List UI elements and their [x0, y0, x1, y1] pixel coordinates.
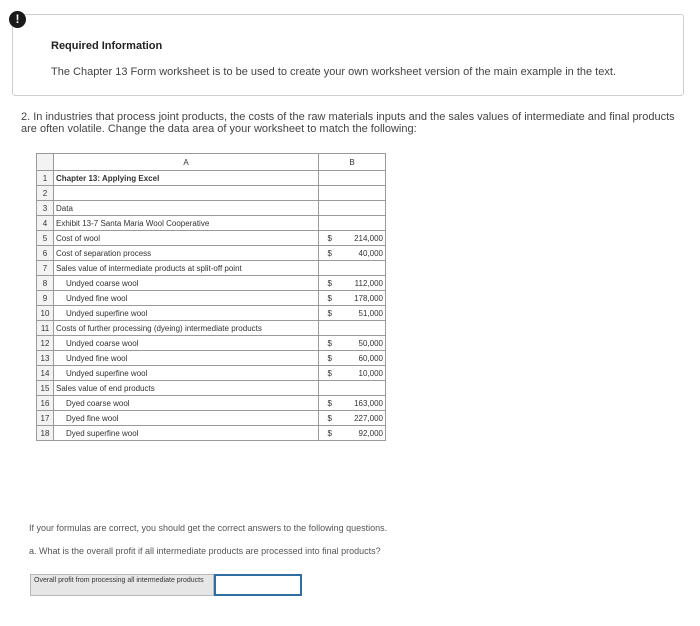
cell-label: Dyed coarse wool [54, 396, 319, 411]
sheet-row [37, 351, 386, 366]
cell-label: Cost of wool [54, 231, 319, 246]
row-number: 3 [37, 201, 54, 216]
info-body: The Chapter 13 Form worksheet is to be used to create your own worksheet version of the main example in the text. [51, 66, 616, 78]
cell-currency: $ [319, 351, 341, 366]
cell-currency: $ [319, 246, 341, 261]
cell-currency: $ [319, 411, 341, 426]
cell-label: Dyed superfine wool [54, 426, 319, 441]
overall-profit-input[interactable] [214, 574, 302, 596]
instruction-note: If your formulas are correct, you should get the correct answers to the following questions. [29, 523, 388, 533]
row-number: 8 [37, 276, 54, 291]
row-number: 11 [37, 321, 54, 336]
cell-value [341, 381, 386, 396]
cell-label: Undyed coarse wool [54, 276, 319, 291]
cell-currency: $ [319, 366, 341, 381]
sheet-row [37, 306, 386, 321]
sheet-row [37, 321, 386, 336]
cell-currency [319, 171, 341, 186]
row-number: 16 [37, 396, 54, 411]
cell-label: Undyed fine wool [54, 291, 319, 306]
row-number: 18 [37, 426, 54, 441]
column-header-b: B [319, 154, 386, 171]
cell-currency: $ [319, 426, 341, 441]
sheet-row [37, 381, 386, 396]
cell-currency [319, 321, 341, 336]
cell-value: 40,000 [341, 246, 386, 261]
sheet-row [37, 171, 386, 186]
cell-value [341, 321, 386, 336]
sheet-row [37, 276, 386, 291]
cell-currency: $ [319, 291, 341, 306]
alert-icon: ! [9, 11, 26, 28]
sheet-row [37, 231, 386, 246]
cell-currency: $ [319, 396, 341, 411]
row-number: 15 [37, 381, 54, 396]
answer-label: Overall profit from processing all intermediate products [30, 574, 214, 596]
row-number: 10 [37, 306, 54, 321]
cell-label [54, 186, 319, 201]
cell-value: 178,000 [341, 291, 386, 306]
sheet-row [37, 216, 386, 231]
cell-label: Cost of separation process [54, 246, 319, 261]
sheet-row [37, 261, 386, 276]
row-number: 4 [37, 216, 54, 231]
row-number: 9 [37, 291, 54, 306]
sheet-row [37, 411, 386, 426]
cell-label: Undyed coarse wool [54, 336, 319, 351]
row-number: 12 [37, 336, 54, 351]
cell-value: 163,000 [341, 396, 386, 411]
info-title: Required Information [51, 40, 163, 52]
cell-value [341, 186, 386, 201]
row-number: 7 [37, 261, 54, 276]
cell-currency: $ [319, 231, 341, 246]
cell-value: 51,000 [341, 306, 386, 321]
cell-currency: $ [319, 306, 341, 321]
cell-currency: $ [319, 276, 341, 291]
sheet-row [37, 366, 386, 381]
cell-label: Sales value of end products [54, 381, 319, 396]
sheet-row [37, 291, 386, 306]
sheet-row [37, 201, 386, 216]
row-number: 6 [37, 246, 54, 261]
cell-currency [319, 201, 341, 216]
row-number: 13 [37, 351, 54, 366]
column-header-a: A [54, 154, 319, 171]
sheet-row [37, 426, 386, 441]
cell-label: Exhibit 13-7 Santa Maria Wool Cooperative [54, 216, 319, 231]
question-text: 2. In industries that process joint products, the costs of the raw materials inputs and the sales values of intermediate and final products are often volatile. Change the data area of your worksheet to match the following: [21, 111, 675, 135]
cell-label: Costs of further processing (dyeing) intermediate products [54, 321, 319, 336]
cell-currency [319, 186, 341, 201]
spreadsheet [36, 153, 386, 441]
sub-question: a. What is the overall profit if all intermediate products are processed into final products? [29, 546, 381, 556]
cell-value: 10,000 [341, 366, 386, 381]
cell-currency [319, 216, 341, 231]
cell-value [341, 201, 386, 216]
sheet-row [37, 336, 386, 351]
cell-value: 112,000 [341, 276, 386, 291]
cell-label: Undyed superfine wool [54, 306, 319, 321]
cell-value: 214,000 [341, 231, 386, 246]
required-information-box [12, 14, 684, 96]
corner-cell [37, 154, 54, 171]
row-number: 5 [37, 231, 54, 246]
row-number: 1 [37, 171, 54, 186]
cell-value: 60,000 [341, 351, 386, 366]
cell-label: Chapter 13: Applying Excel [54, 171, 319, 186]
cell-label: Dyed fine wool [54, 411, 319, 426]
cell-label: Undyed superfine wool [54, 366, 319, 381]
cell-label: Sales value of intermediate products at split-off point [54, 261, 319, 276]
cell-currency [319, 381, 341, 396]
row-number: 17 [37, 411, 54, 426]
cell-value [341, 171, 386, 186]
cell-value [341, 216, 386, 231]
cell-label: Undyed fine wool [54, 351, 319, 366]
answer-row [30, 574, 302, 596]
cell-currency: $ [319, 336, 341, 351]
column-header-row [37, 154, 386, 171]
sheet-row [37, 246, 386, 261]
cell-label: Data [54, 201, 319, 216]
row-number: 2 [37, 186, 54, 201]
sheet-row [37, 186, 386, 201]
row-number: 14 [37, 366, 54, 381]
cell-value: 227,000 [341, 411, 386, 426]
sheet-row [37, 396, 386, 411]
cell-value [341, 261, 386, 276]
cell-currency [319, 261, 341, 276]
cell-value: 92,000 [341, 426, 386, 441]
cell-value: 50,000 [341, 336, 386, 351]
